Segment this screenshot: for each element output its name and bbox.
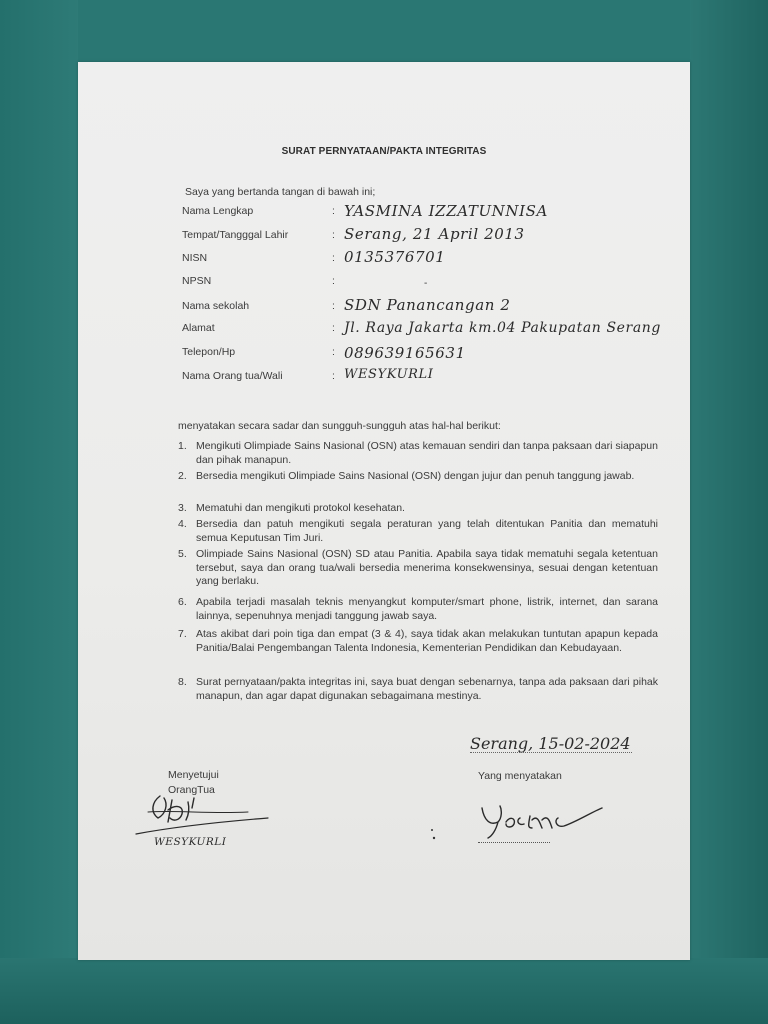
field-value-telepon: 089639165631 bbox=[344, 344, 466, 362]
list-item-text: Apabila terjadi masalah teknis menyangkut komputer/smart phone, listrik, internet, dan sarana lainnya, sepenuhnya menjadi tanggung jawab saya. bbox=[196, 596, 658, 622]
list-item-number: 1. bbox=[178, 440, 187, 452]
list-item-text: Olimpiade Sains Nasional (OSN) SD atau Panitia. Apabila saya tidak mematuhi segala ketentuan tersebut, saya dan orang tua/wali bersedia menerima konsekwensinya, sesuai dengan ketentuan yang berlaku. bbox=[196, 548, 658, 587]
list-item-text: Surat pernyataan/pakta integritas ini, saya buat dengan sebenarnya, tanpa ada paksaan dari pihak manapun, dan agar dapat digunakan sebagaimana mestinya. bbox=[196, 676, 658, 702]
list-item-text: Mematuhi dan mengikuti protokol kesehatan. bbox=[196, 502, 405, 514]
field-label-npsn: NPSN bbox=[182, 275, 212, 287]
field-value-tempat-tanggal-lahir: Serang, 21 April 2013 bbox=[344, 225, 525, 243]
background-bottom bbox=[0, 958, 768, 1024]
field-colon: : bbox=[332, 275, 335, 287]
field-value-nisn: 0135376701 bbox=[344, 248, 446, 266]
declarer-label: Yang menyatakan bbox=[478, 770, 562, 782]
field-colon: : bbox=[332, 229, 335, 241]
field-value-nama-lengkap: YASMINA IZZATUNNISA bbox=[344, 202, 548, 220]
list-item-number: 5. bbox=[178, 548, 187, 560]
field-colon: : bbox=[332, 252, 335, 264]
paper-specks bbox=[428, 826, 448, 846]
signature-dotted-line bbox=[478, 842, 550, 843]
field-value-npsn: - bbox=[424, 278, 428, 289]
list-item-number: 3. bbox=[178, 502, 187, 514]
date-dotted-line bbox=[470, 752, 632, 753]
approval-label-line-1: Menyetujui bbox=[168, 769, 219, 781]
field-colon: : bbox=[332, 300, 335, 312]
background-right bbox=[688, 0, 768, 1024]
field-label-telepon: Telepon/Hp bbox=[182, 346, 236, 358]
field-label-nama-sekolah: Nama sekolah bbox=[182, 300, 250, 312]
field-label-tempat-tanggal-lahir: Tempat/Tangggal Lahir bbox=[182, 229, 289, 241]
list-item-number: 6. bbox=[178, 596, 187, 608]
document-title: SURAT PERNYATAAN/PAKTA INTEGRITAS bbox=[281, 146, 487, 157]
field-colon: : bbox=[332, 322, 335, 334]
field-label-alamat: Alamat bbox=[182, 322, 215, 334]
intro-text: Saya yang bertanda tangan di bawah ini; bbox=[185, 186, 376, 198]
place-date: Serang, 15-02-2024 bbox=[470, 734, 631, 753]
field-value-nama-sekolah: SDN Panancangan 2 bbox=[344, 296, 511, 314]
field-label-nama-lengkap: Nama Lengkap bbox=[182, 205, 254, 217]
parent-signed-name: WESYKURLI bbox=[154, 836, 227, 848]
list-item-text: Atas akibat dari poin tiga dan empat (3 & 4), saya tidak akan melakukan tuntutan apapun kepada Panitia/Balai Pengembangan Talenta Indonesia, Kementerian Pendidikan dan Kebudayaan. bbox=[196, 628, 658, 654]
field-label-nama-orang-tua: Nama Orang tua/Wali bbox=[182, 370, 283, 382]
list-item-text: Bersedia mengikuti Olimpiade Sains Nasional (OSN) dengan jujur dan penuh tanggung jawab. bbox=[196, 470, 635, 482]
student-signature bbox=[476, 798, 616, 842]
list-item-number: 8. bbox=[178, 676, 187, 688]
field-value-alamat: Jl. Raya Jakarta km.04 Pakupatan Serang bbox=[344, 320, 661, 336]
list-item-text: Bersedia dan patuh mengikuti segala peraturan yang telah ditentukan Panitia dan mematuhi semua Keputusan Tim Juri. bbox=[196, 518, 658, 544]
field-label-nisn: NISN bbox=[182, 252, 208, 264]
field-colon: : bbox=[332, 370, 335, 382]
approval-label-line-2: OrangTua bbox=[168, 784, 215, 796]
list-item-number: 4. bbox=[178, 518, 187, 530]
field-colon: : bbox=[332, 205, 335, 217]
list-item-number: 7. bbox=[178, 628, 187, 640]
list-item-number: 2. bbox=[178, 470, 187, 482]
field-value-nama-orang-tua: WESYKURLI bbox=[344, 367, 434, 382]
statement-intro: menyatakan secara sadar dan sungguh-sungguh atas hal-hal berikut: bbox=[178, 420, 501, 432]
background-left bbox=[0, 0, 80, 1024]
list-item-text: Mengikuti Olimpiade Sains Nasional (OSN) atas kemauan sendiri dan tanpa paksaan dari siapapun dan pihak manapun. bbox=[196, 440, 658, 466]
field-colon: : bbox=[332, 346, 335, 358]
document-paper bbox=[78, 62, 690, 960]
